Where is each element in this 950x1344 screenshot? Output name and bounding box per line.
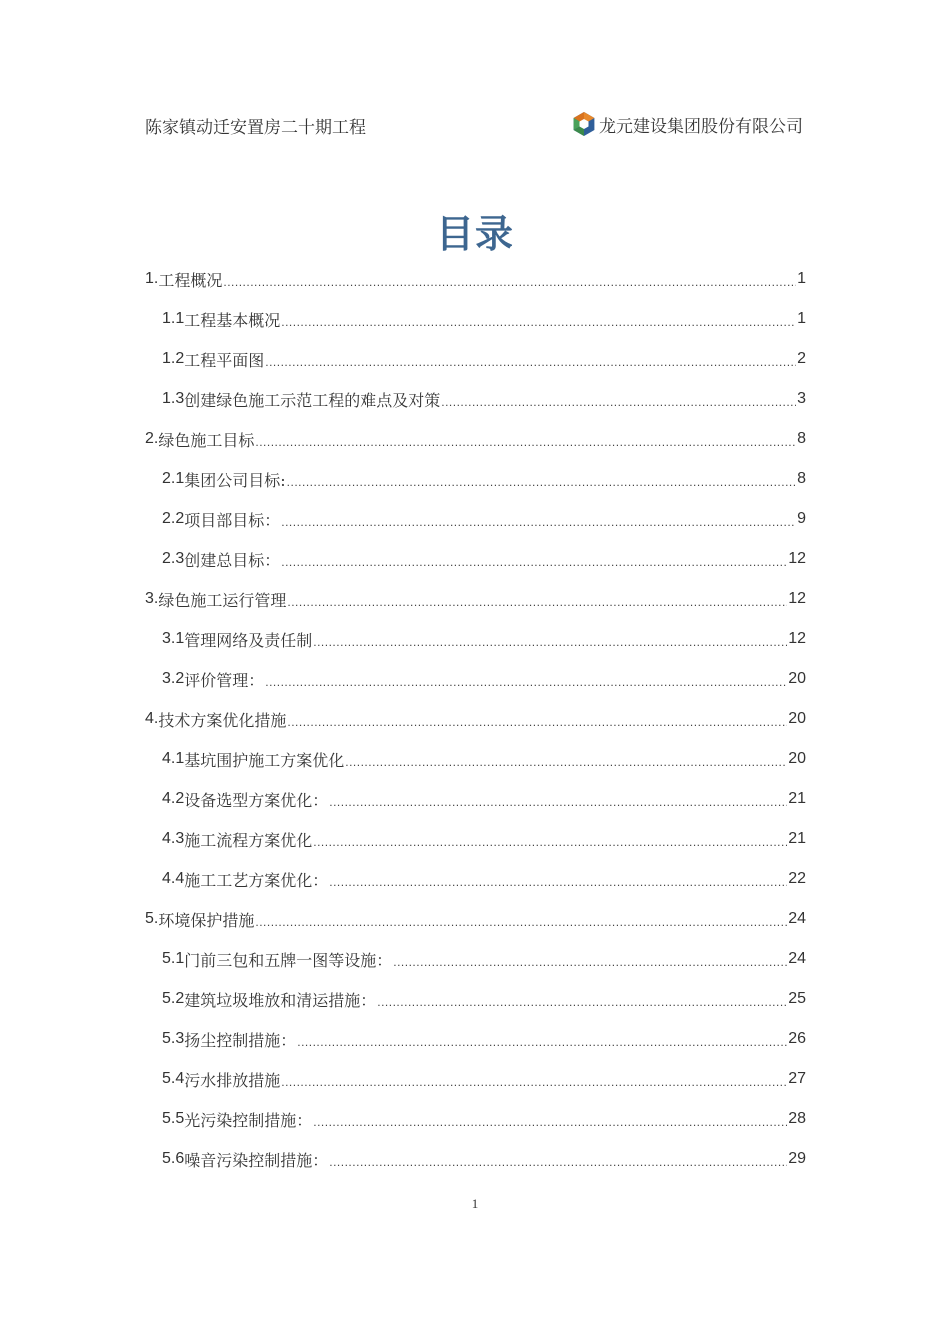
toc-entry-label: 门前三包和五牌一图等设施：: [184, 950, 393, 970]
toc-entry-page: 27: [788, 1070, 806, 1087]
toc-entry-label: 建筑垃圾堆放和清运措施：: [184, 990, 377, 1010]
toc-entry-page: 29: [788, 1150, 806, 1167]
toc-entry-number: 5.: [145, 910, 159, 927]
toc-entry-label: 绿色施工运行管理: [158, 590, 287, 610]
toc-entry[interactable]: [145, 899, 806, 939]
toc-dot-leader: [313, 1115, 787, 1129]
company-logo-icon: [571, 111, 597, 137]
toc-entry-label: 创建总目标：: [184, 550, 281, 570]
toc-entry-page: 21: [788, 830, 806, 847]
toc-entry-number: 3.1: [162, 630, 185, 647]
toc-entry[interactable]: [145, 579, 806, 619]
toc-entry-page: 3: [797, 390, 806, 407]
toc-entry-page: 1: [797, 310, 806, 327]
company-name: 龙元建设集团股份有限公司: [599, 116, 803, 137]
toc-dot-leader: [255, 915, 787, 929]
toc-entry-label: 环境保护措施: [158, 910, 255, 930]
toc-entry-number: 4.3: [162, 830, 185, 847]
toc-dot-leader: [265, 675, 787, 689]
toc-entry-page: 8: [797, 430, 806, 447]
toc-entry-number: 3.2: [162, 670, 185, 687]
toc-entry-label: 工程平面图: [184, 350, 265, 370]
toc-entry-number: 1.3: [162, 390, 185, 407]
toc-entry-label: 集团公司目标:: [184, 470, 286, 490]
toc-entry-label: 技术方案优化措施: [158, 710, 287, 730]
toc-entry-label: 设备选型方案优化：: [184, 790, 329, 810]
toc-dot-leader: [281, 555, 787, 569]
toc-entry-label: 扬尘控制措施：: [184, 1030, 297, 1050]
toc-dot-leader: [329, 875, 787, 889]
toc-entry-page: 9: [797, 510, 806, 527]
page-number: 1: [471, 1196, 479, 1211]
toc-dot-leader: [281, 515, 796, 529]
toc-entry-label: 污水排放措施: [184, 1070, 281, 1090]
toc-dot-leader: [329, 795, 787, 809]
toc-entry-label: 管理网络及责任制: [184, 630, 313, 650]
toc-entry-page: 20: [788, 750, 806, 767]
toc-entry[interactable]: [145, 739, 806, 779]
toc-dot-leader: [393, 955, 787, 969]
toc-dot-leader: [255, 435, 796, 449]
toc-dot-leader: [265, 355, 796, 369]
toc-dot-leader: [441, 395, 796, 409]
toc-entry[interactable]: [145, 1019, 806, 1059]
toc-entry-number: 5.1: [162, 950, 185, 967]
toc-entry-label: 工程概况: [158, 270, 223, 290]
toc-entry-page: 8: [797, 470, 806, 487]
toc-entry[interactable]: [145, 339, 806, 379]
toc-dot-leader: [313, 835, 787, 849]
toc-dot-leader: [297, 1035, 787, 1049]
toc-entry-number: 2.3: [162, 550, 185, 567]
toc-entry-number: 5.6: [162, 1150, 185, 1167]
toc-entry[interactable]: [145, 1059, 806, 1099]
toc-entry[interactable]: [145, 1099, 806, 1139]
toc-entry-label: 施工工艺方案优化：: [184, 870, 329, 890]
toc-entry-number: 2.1: [162, 470, 185, 487]
toc-entry-number: 2.: [145, 430, 159, 447]
toc-entry-page: 20: [788, 670, 806, 687]
toc-entry[interactable]: [145, 619, 806, 659]
toc-entry-number: 4.1: [162, 750, 185, 767]
toc-entry[interactable]: [145, 459, 806, 499]
toc-entry-page: 26: [788, 1030, 806, 1047]
toc-entry[interactable]: [145, 699, 806, 739]
toc-entry-page: 24: [788, 910, 806, 927]
toc-entry-number: 5.5: [162, 1110, 185, 1127]
toc-entry-label: 工程基本概况: [184, 310, 281, 330]
toc-entry-page: 12: [788, 590, 806, 607]
toc-dot-leader: [377, 995, 787, 1009]
toc-entry[interactable]: [145, 859, 806, 899]
toc-entry[interactable]: [145, 539, 806, 579]
toc-dot-leader: [281, 1075, 787, 1089]
toc-entry-page: 22: [788, 870, 806, 887]
toc-dot-leader: [287, 715, 787, 729]
toc-entry-page: 28: [788, 1110, 806, 1127]
toc-entry[interactable]: [145, 1139, 806, 1179]
toc-dot-leader: [223, 275, 796, 289]
company-block: [571, 111, 803, 137]
toc-dot-leader: [287, 595, 787, 609]
toc-entry-number: 2.2: [162, 510, 185, 527]
toc-entry-number: 1.2: [162, 350, 185, 367]
toc-entry-page: 20: [788, 710, 806, 727]
toc-entry-number: 4.2: [162, 790, 185, 807]
toc-entry-number: 1.: [145, 270, 159, 287]
toc-entry[interactable]: [145, 659, 806, 699]
toc-entry-page: 25: [788, 990, 806, 1007]
toc-dot-leader: [345, 755, 787, 769]
toc-entry[interactable]: [145, 499, 806, 539]
toc-entry[interactable]: [145, 939, 806, 979]
toc-entry-number: 5.2: [162, 990, 185, 1007]
toc-entry-number: 5.4: [162, 1070, 185, 1087]
page-header: [145, 111, 803, 139]
toc-entry-number: 5.3: [162, 1030, 185, 1047]
toc-entry[interactable]: [145, 299, 806, 339]
toc-entry[interactable]: [145, 979, 806, 1019]
toc-entry-label: 噪音污染控制措施：: [184, 1150, 329, 1170]
toc-entry-page: 12: [788, 630, 806, 647]
toc-entry-label: 绿色施工目标: [158, 430, 255, 450]
toc-entry[interactable]: [145, 779, 806, 819]
toc-entry-page: 21: [788, 790, 806, 807]
toc-entry-page: 12: [788, 550, 806, 567]
toc-dot-leader: [281, 315, 796, 329]
toc-entry-page: 1: [797, 270, 806, 287]
toc-entry[interactable]: [145, 379, 806, 419]
toc-dot-leader: [313, 635, 787, 649]
toc-entry-number: 4.: [145, 710, 159, 727]
toc-entry-page: 2: [797, 350, 806, 367]
toc-entry[interactable]: [145, 419, 806, 459]
toc-entry-label: 创建绿色施工示范工程的难点及对策: [184, 390, 441, 410]
toc-entry-label: 光污染控制措施：: [184, 1110, 313, 1130]
toc-entry[interactable]: [145, 259, 806, 299]
toc-dot-leader: [329, 1155, 787, 1169]
toc-entry-number: 3.: [145, 590, 159, 607]
toc-entry-number: 4.4: [162, 870, 185, 887]
toc-entry-page: 24: [788, 950, 806, 967]
project-name: 陈家镇动迁安置房二十期工程: [145, 118, 366, 138]
toc-entry-label: 施工流程方案优化: [184, 830, 313, 850]
page-title: 目录: [435, 211, 514, 256]
toc-entry-label: 基坑围护施工方案优化: [184, 750, 345, 770]
toc-entry-number: 1.1: [162, 310, 185, 327]
toc-entry-label: 评价管理：: [184, 670, 265, 690]
table-of-contents: [145, 259, 806, 1179]
toc-dot-leader: [287, 475, 796, 489]
toc-entry-label: 项目部目标：: [184, 510, 281, 530]
toc-entry[interactable]: [145, 819, 806, 859]
